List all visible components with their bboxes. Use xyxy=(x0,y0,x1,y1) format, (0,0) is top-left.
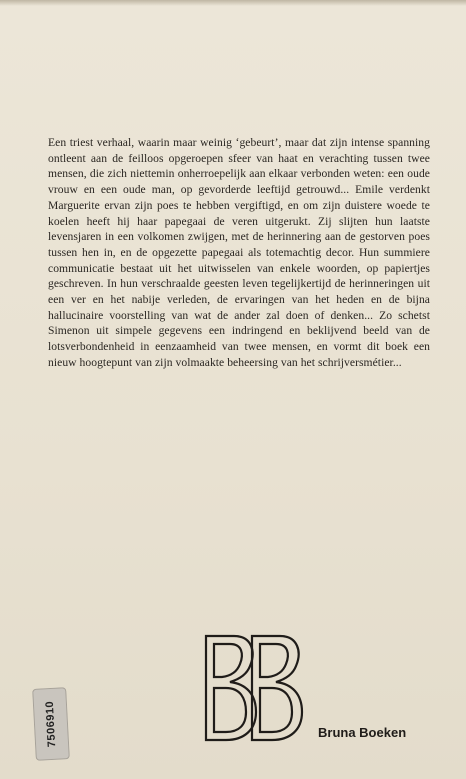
price-sticker xyxy=(32,687,70,761)
sticker-code: 7506910 xyxy=(43,700,59,748)
cover-blurb-text: Een triest verhaal, waarin maar weinig ‘gebeurt’, maar dat zijn intense spanning ontleent aan de feilloos opgeroepen sfeer van haat en verachting tussen twee mensen, die zich niettemin onherroepelijk aan elkaar verbonden weten: een oude vrouw en een oude man, op gevorderde leeftijd getrouwd... Emile verdenkt Marguerite ervan zijn poes te hebben vergiftigd, en om zijn duistere woede te koelen heeft hij haar papegaai de veren uitgerukt. Zij slijten hun laatste levensjaren in een volkomen zwijgen, met de herinnering aan de gestorven poes tussen hen in, en de opgezette papegaai als totemachtig decor. Hun summiere communicatie bestaat uit het uitwisselen van enkele woorden, op papiertjes geschreven. In hun verschraalde geesten leven tegelijkertijd de herinneringen uit een ver en het nabije verleden, de ervaringen van het heden en de bijna hallucinaire voorstelling van wat de ander zal doen of denken... Zo schetst Simenon uit simpele gegevens een indringend en beklijvend beeld van de lotsverbondenheid in eenzaamheid van twee mensen, en vormt dit boek een nieuw hoogtepunt van zijn volmaakte beheersing van het schrijversmétier... xyxy=(48,136,430,369)
bruna-bb-logo-icon xyxy=(200,632,306,744)
publisher-name: Bruna Boeken xyxy=(318,725,407,740)
cover-top-edge xyxy=(0,0,466,6)
